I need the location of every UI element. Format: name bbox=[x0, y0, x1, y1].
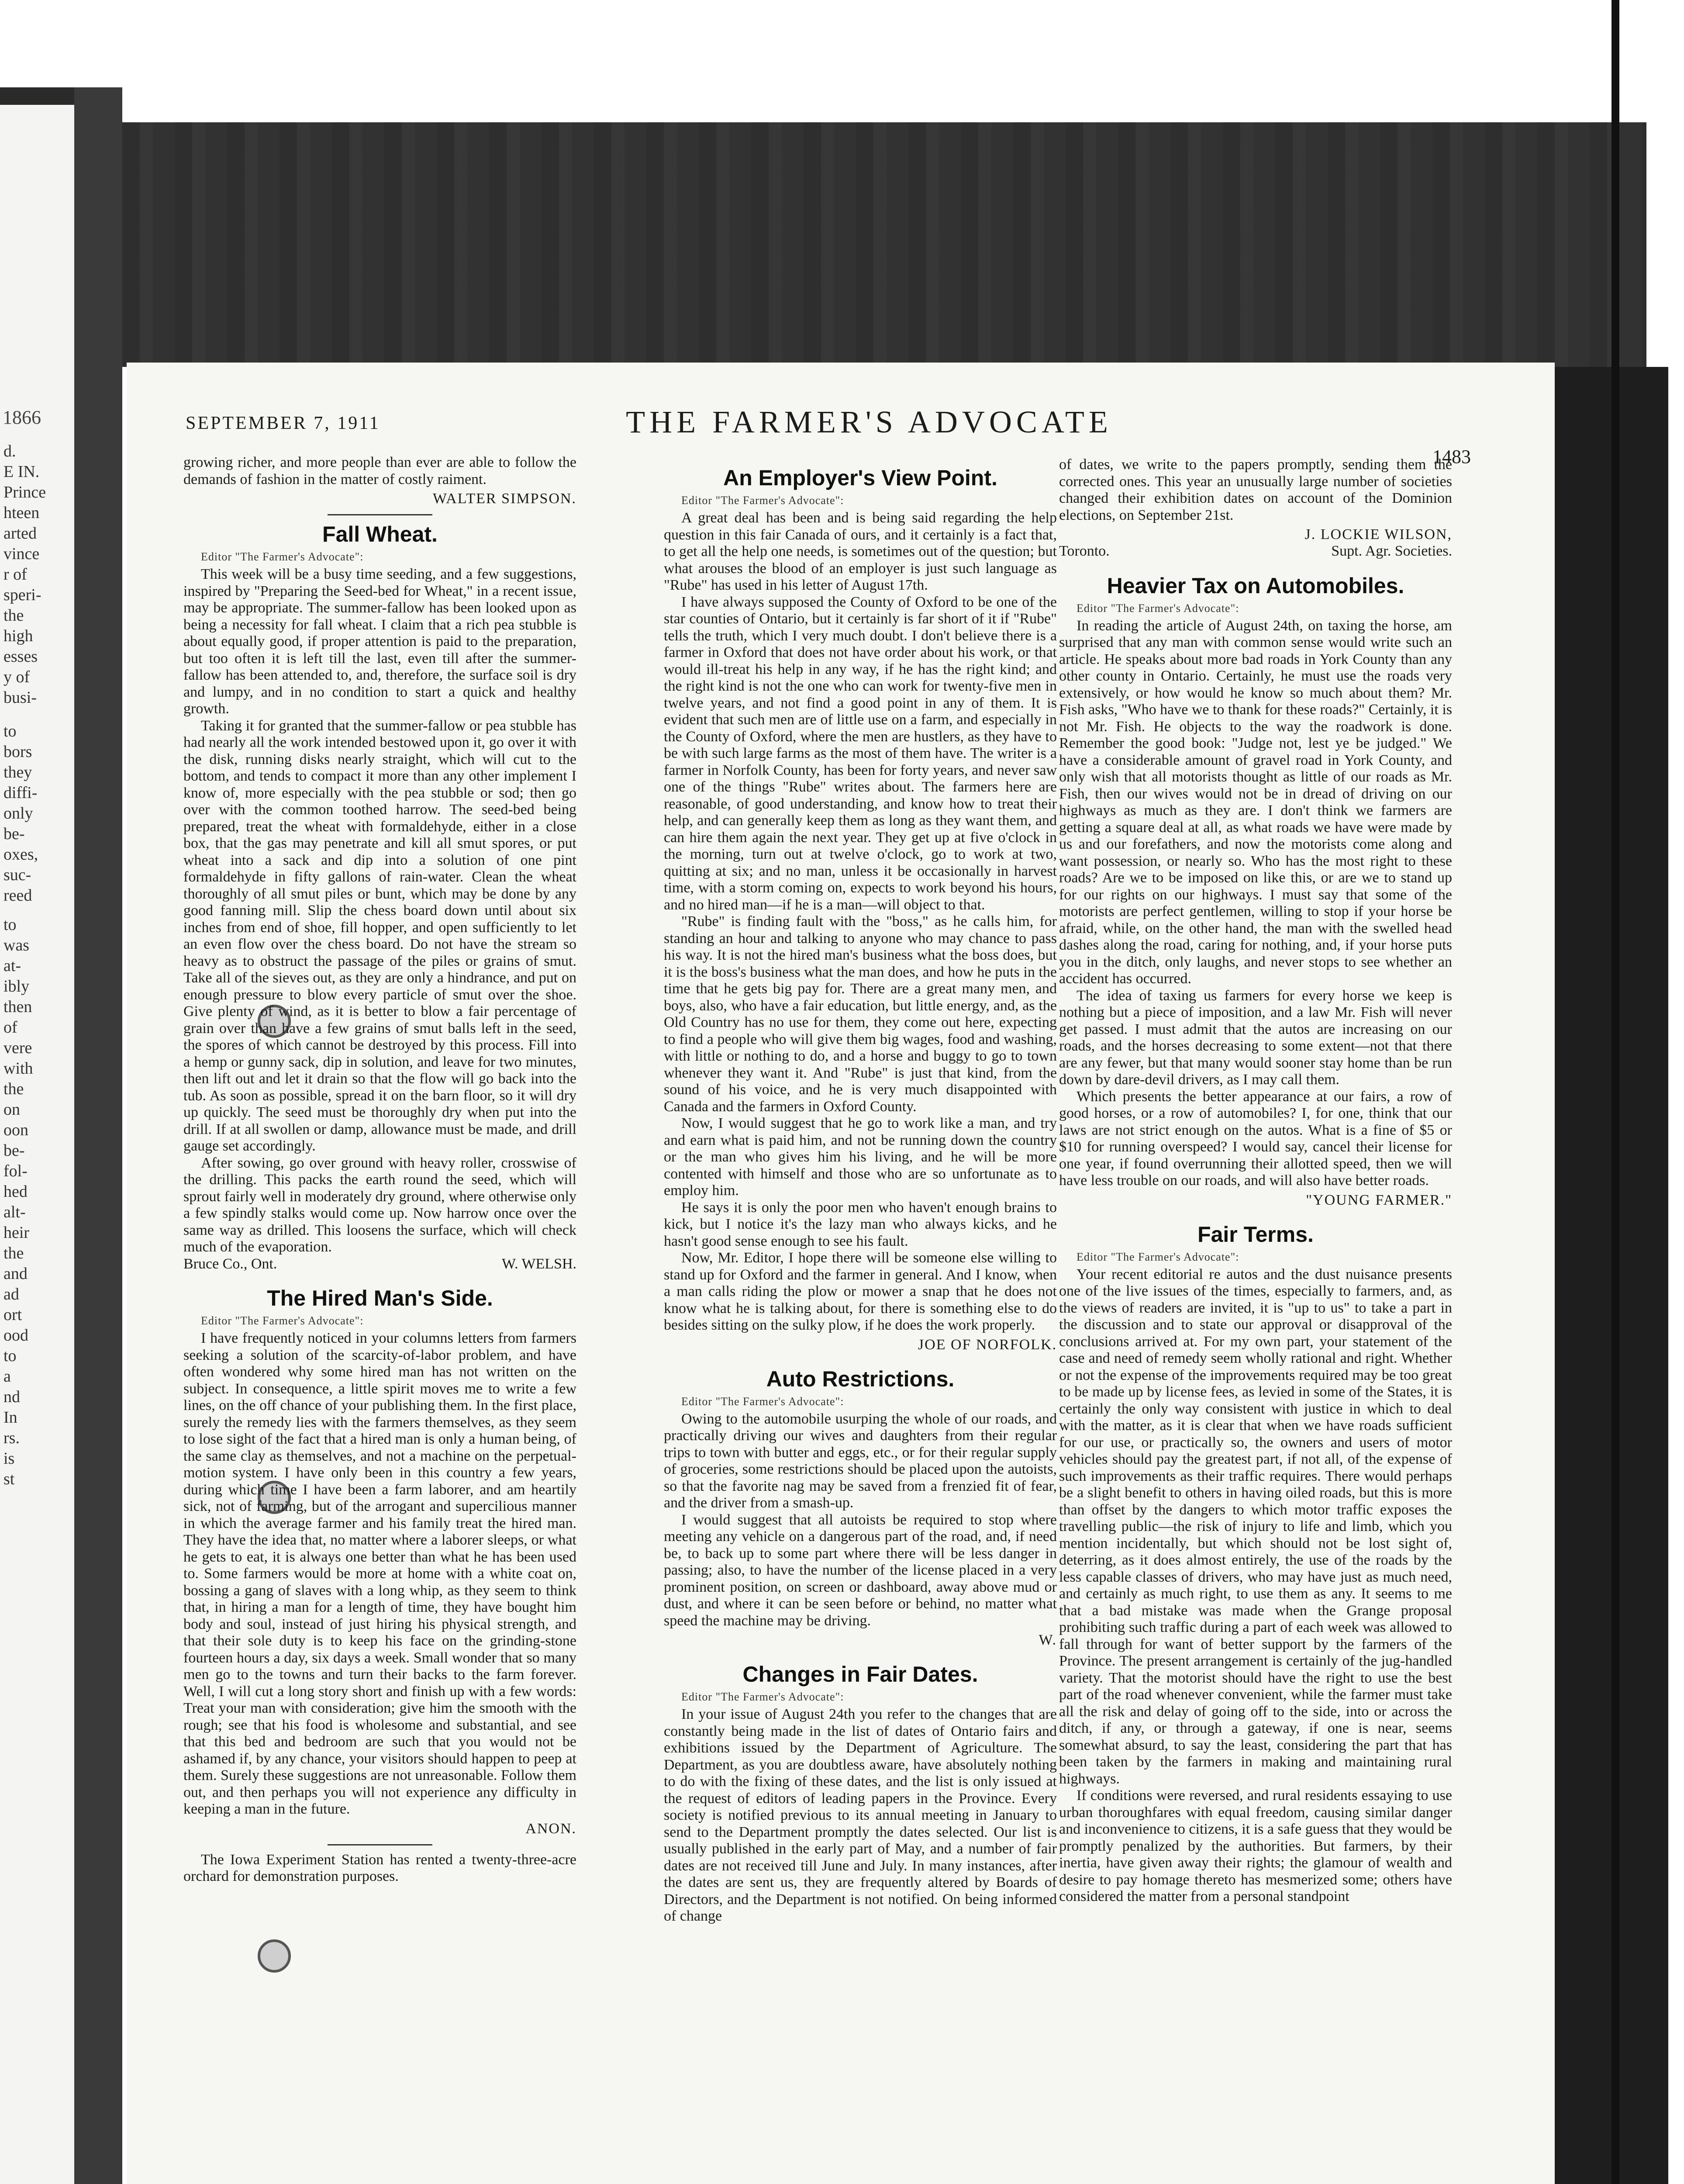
signature: J. LOCKIE WILSON, bbox=[1304, 526, 1452, 543]
previous-page-fragment-text: hteen bbox=[3, 504, 40, 522]
previous-page-fragment-text: speri- bbox=[3, 586, 41, 604]
previous-page-fragment-text: rs. bbox=[3, 1429, 20, 1447]
previous-page-fragment-text: alt- bbox=[3, 1203, 26, 1221]
newspaper-page bbox=[127, 363, 1555, 2184]
paragraph: Now, Mr. Editor, I hope there will be someone else willing to stand up for Oxford and the farmer in general. And I know, when a man calls riding the plow or mower a snap that he does not know what he is talking about, for there is something else to do besides sitting on the sulky plow, if he does the work properly. bbox=[664, 1250, 1057, 1333]
editor-salutation: Editor "The Farmer's Advocate": bbox=[201, 550, 364, 563]
previous-page-fragment-text: vince bbox=[3, 545, 40, 563]
paragraph: Which presents the better appearance at our fairs, a row of good horses, or a row of automobiles? I, for one, think that our laws are not strict enough on the autos. What is a fine of $5 or $10 for running overspeed? I would say, cancel their license for one year, if found overrunning their allotted speed, then we will have less trouble on our roads, and will also have better roads. bbox=[1059, 1088, 1452, 1189]
previous-page-fragment-text: Prince bbox=[3, 483, 46, 501]
article-headline: Fair Terms. bbox=[1197, 1222, 1314, 1247]
divider bbox=[328, 514, 432, 515]
article-headline: Changes in Fair Dates. bbox=[742, 1662, 978, 1686]
previous-page-fragment-text: oon bbox=[3, 1121, 28, 1139]
previous-page-fragment-text: high bbox=[3, 627, 33, 645]
previous-page-fragment-text: ort bbox=[3, 1306, 22, 1324]
previous-page-fragment-text: ibly bbox=[3, 977, 30, 995]
paragraph: Now, I would suggest that he go to work like a man, and try and earn what is paid him, and not be running down the country or the man who gives him his living, and he will be more contented with himself and those who are so unfortunate as to employ him. bbox=[664, 1115, 1057, 1199]
previous-page-fragment-text: they bbox=[3, 763, 32, 781]
previous-page-fragment-text: at- bbox=[3, 957, 21, 975]
previous-page-fragment-text: the bbox=[3, 1244, 24, 1262]
previous-page-fragment-text: on bbox=[3, 1100, 20, 1119]
editor-salutation: Editor "The Farmer's Advocate": bbox=[681, 494, 844, 507]
paragraph: In reading the article of August 24th, on taxing the horse, am surprised that any man with common sense would write such an article. He speaks about more bad roads in York County than any other county in Ontario. Certainly, he must use the roads very extensively, or how would he know so much about them? Mr. Fish asks, "Who have we to thank for these roads?" Certainly, it is not Mr. Fish. He objects to the way the roadwork is done. Remember the good book: "Judge not, lest ye be judged." We have a considerable amount of gravel road in York County, and only wish that all motorists thought as little of our roads as Mr. Fish, then our wives would not be in dread of driving on our highways as much as they are. I don't think we farmers are getting a square deal at all, as what roads we have were made by us and our forefathers, and now the motorists come along and want possession, or nearly so. Who has the most right to these roads? Are we to be imposed on like this, or are we to stand up for our rights on our highways. I must say that some of the motorists are perfect gentlemen, willing to stop if your horse be afraid, while, on the other hand, the man with the swelled head dashes along the road, caring for nothing, and, if your horse puts you in the ditch, only laughs, and never stops to see whether an accident has occurred. bbox=[1059, 617, 1452, 987]
divider bbox=[328, 1844, 432, 1845]
previous-page-fragment-text: oxes, bbox=[3, 845, 38, 864]
paragraph: I have always supposed the County of Oxford to be one of the star counties of Ontario, but it certainly is far short of it if "Rube" tells the truth, which I very much doubt. I don't believe there is a farmer in Oxford that does not have order about his work, or that would ill-treat his help in any way, if he has the right kind; and the right kind is not the one who can work for twenty-five men in twelve years, and not find a good point in any of them. It is evident that such men are of little use on a farm, and especially in the County of Oxford, where the men are hustlers, as they have to be with such large farms as the most of them have. The writer is a farmer in Norfolk County, has been for forty years, and never saw one of the things "Rube" writes about. The farmers here are reasonable, of good understanding, and know how to treat their help, and can generally keep them as long as they want them, and can hire them again the next year. They get up at five o'clock in the morning, turn out at twelve o'clock, go to work at two, quitting at six; and no man, unless it be occasionally in harvest time, with a storm coming on, expects to work beyond his hours, and no hired man—if he is a man—will object to that. bbox=[664, 594, 1057, 913]
signature-row bbox=[1059, 543, 1452, 560]
place: Toronto. bbox=[1059, 543, 1110, 559]
previous-page-fragment-text: hed bbox=[3, 1182, 28, 1201]
previous-page-fragment-text: to bbox=[3, 916, 17, 934]
signature: JOE OF NORFOLK. bbox=[918, 1336, 1057, 1353]
previous-page-fragment-text: busi- bbox=[3, 688, 37, 707]
page-header bbox=[127, 363, 1555, 467]
previous-page-fragment-text: to bbox=[3, 722, 17, 740]
paragraph: I would suggest that all autoists be required to stop where meeting any vehicle on a dangerous part of the road, and, if need be, to back up to some part where there will be less danger in passing; also, to have the number of the license placed in a very prominent position, on screen or dashboard, away above mud or dust, and where it can be seen before or behind, no matter what speed the machine may be driving. bbox=[664, 1511, 1057, 1629]
masthead-title: THE FARMER'S ADVOCATE bbox=[626, 404, 1112, 439]
binding-hole bbox=[258, 1939, 291, 1973]
previous-page-fragment-text: the bbox=[3, 1080, 24, 1098]
issue-date: SEPTEMBER 7, 1911 bbox=[186, 413, 380, 433]
paragraph: If conditions were reversed, and rural residents essaying to use urban thoroughfares with equal freedom, causing similar danger and inconvenience to citizens, it is a safe guess that they would be promptly penalized by the authorities. But farmers, by their inertia, have given away their rights; the glamour of wealth and desire to pay homage thereto has mesmerized some; others have considered the matter from a personal standpoint bbox=[1059, 1787, 1452, 1904]
signature: ANON. bbox=[525, 1820, 576, 1837]
previous-page-fragment-text: ood bbox=[3, 1326, 28, 1344]
book-spine bbox=[74, 87, 122, 2184]
column-2 bbox=[664, 465, 1057, 1925]
article-headline: Heavier Tax on Automobiles. bbox=[1107, 573, 1404, 598]
paragraph: After sowing, go over ground with heavy roller, crosswise of the drilling. This packs the earth round the seed, which will sprout fairly well in moderately dry ground, where otherwise only a few spindly stalks would come up. Now harrow once over the same way as drilled. This loosens the surface, which will check much of the evaporation. bbox=[183, 1154, 576, 1255]
signature: "YOUNG FARMER." bbox=[1306, 1192, 1452, 1208]
previous-page-fragment-text: suc- bbox=[3, 866, 31, 884]
previous-page-fragment-text: heir bbox=[3, 1223, 30, 1242]
previous-page-fragment-text: fol- bbox=[3, 1162, 28, 1180]
previous-page-fragment-text: st bbox=[3, 1470, 15, 1488]
previous-page-number: 1866 bbox=[3, 407, 41, 428]
previous-page-fragment-text: only bbox=[3, 804, 33, 822]
paragraph: Your recent editorial re autos and the dust nuisance presents one of the live issues of the times, especially to farmers, and, as the views of readers are invited, it is "up to us" to take a part in the discussion and to state our approval or disapproval of the conclusions arrived at. For my own part, your statement of the case and need of remedy seem wholly rational and right. Whether or not the expense of the improvements required may be too great to be made up by license fees, as levied in some of the States, it is certainly the only way consistent with justice in which to deal with the matter, as it is clear that when we have roads sufficient for our use, or practically so, the owners and users of motor vehicles should pay the greatest part, if not all, of the expense of such improvements as their traffic requires. There would perhaps be a slight benefit to others in having oiled roads, but this is more than offset by the dangers to which motor traffic exposes the travelling public—the risk of injury to life and limb, which you mention incidentally, but which should not be lost sight of, deterring, as it does almost entirely, the use of the roads by the less capable classes of drivers, who may have just as much need, and certainly as much right, to use them as any. It seems to me that a bad mistake was made when the Grange proposal prohibiting such traffic during a part of each week was allowed to fall through for want of better support by the farmers of the Province. The present arrangement is certainly of the jug-handled variety. That the motorist should have the right to use the best part of the road whenever convenient, while the farmer must take all the risk and delay of going off to the side, into or across the ditch, if any, or through a gateway, if one is near, seems somewhat absurd, to say the least, considering the part that has been taken by the farmers in making and maintaining rural highways. bbox=[1059, 1266, 1452, 1787]
previous-page-fragment-text: esses bbox=[3, 647, 38, 666]
place: Bruce Co., Ont. bbox=[183, 1255, 277, 1272]
previous-page-fragment-text: ad bbox=[3, 1285, 19, 1303]
previous-page-fragment-text: with bbox=[3, 1059, 33, 1078]
previous-page-fragment-text: y of bbox=[3, 668, 30, 686]
previous-page-fragment-text: bors bbox=[3, 743, 32, 761]
editor-salutation: Editor "The Farmer's Advocate": bbox=[1077, 1250, 1239, 1263]
editor-salutation: Editor "The Farmer's Advocate": bbox=[201, 1314, 364, 1327]
signature: WALTER SIMPSON. bbox=[432, 491, 576, 507]
previous-page-fragment-text: diffi- bbox=[3, 784, 38, 802]
previous-page-fragment-text: arted bbox=[3, 524, 37, 543]
paragraph: In your issue of August 24th you refer to the changes that are constantly being made in the list of dates of Ontario fairs and exhibitions issued by the Department of Agriculture. The Department, as you are doubtless aware, have absolutely nothing to do with the fixing of these dates, and the list is only issued at the request of editors of leading papers in the Province. Every society is notified previous to its annual meeting in January to send to the Department promptly the dates selected. Our list is usually published in the early part of May, and a number of fair dates are not received till June and July. In many instances, after the dates are sent us, they are frequently altered by Boards of Directors, and the Department is not notified. On being informed of change bbox=[664, 1706, 1057, 1924]
previous-page-fragment-text: to bbox=[3, 1347, 17, 1365]
previous-page-fragment-text: In bbox=[3, 1408, 17, 1427]
article-headline: The Hired Man's Side. bbox=[267, 1286, 493, 1310]
previous-page-fragment-text: r of bbox=[3, 565, 27, 584]
previous-page-fragment-text: vere bbox=[3, 1039, 32, 1057]
column-1 bbox=[183, 454, 576, 1885]
paragraph: Owing to the automobile usurping the whole of our roads, and practically driving our wives and daughters from their regular trips to town with butter and eggs, etc., or for their regular supply of groceries, some restrictions should be placed upon the autoists, so that the favorite nag may be saved from a frenzied fit of fear, and the driver from a smash-up. bbox=[664, 1410, 1057, 1511]
page-number: 1483 bbox=[1432, 446, 1471, 467]
paragraph: A great deal has been and is being said regarding the help question in this fair Canada of ours, and it certainly is a fact that, to get all the help one needs, is sometimes out of the question; but what arouses the blood of an employer is just such language as "Rube" has used in his letter of August 17th. bbox=[664, 510, 1057, 593]
article-headline: An Employer's View Point. bbox=[723, 466, 997, 490]
article-continuation: growing richer, and more people than ever are able to follow the demands of fashion in the matter of costly raiment. bbox=[183, 454, 576, 487]
news-item: The Iowa Experiment Station has rented a twenty-three-acre orchard for demonstration purposes. bbox=[183, 1851, 576, 1884]
paragraph: "Rube" is finding fault with the "boss," as he calls him, for standing an hour and talking to anyone who may chance to pass his way. It is not the hired man's business what the boss does, but it is the boss's business what the man does, and how he puts in the time that he gets big pay for. There are a great many men, and boys, also, who have a fair education, but little energy, and, as the Old Country has no use for them, they come out here, expecting to find a people who will give them big wages, food and washing, with little or nothing to do, and a horse and buggy to go to town whenever they want it. And "Rube" is just that kind, from the sound of his voice, and he is very much disappointed with Canada and the farmers in Oxford County. bbox=[664, 913, 1057, 1115]
previous-page-fragment-text: was bbox=[3, 936, 30, 954]
previous-page-fragment-text: E IN. bbox=[3, 463, 40, 481]
previous-page-fragment-text: and bbox=[3, 1265, 28, 1283]
column-3 bbox=[1059, 456, 1452, 1905]
editor-salutation: Editor "The Farmer's Advocate": bbox=[681, 1690, 844, 1703]
previous-page-fragment-text: of bbox=[3, 1018, 17, 1037]
article-continuation: of dates, we write to the papers promptly, sending them the corrected ones. This year an unusually large number of societies changed their exhibition dates on account of the Dominion elections, on September 21st. bbox=[1059, 456, 1452, 523]
previous-page-fragment-text: nd bbox=[3, 1388, 20, 1406]
paragraph: Taking it for granted that the summer-fallow or pea stubble has had nearly all the work intended bestowed upon it, go over it with the disk, running disks nearly straight, which will cut to the bottom, and tends to compact it more than any other implement I know of, more especially with the pea stubble or sod; then go over with the common toothed harrow. The seed-bed being prepared, treat the wheat with formaldehyde, either in a close box, that the gas may penetrate and kill all smut spores, or put wheat into a sack and dip into a solution of one pint formaldehyde in fifty gallons of rain-water. Clean the wheat thoroughly of all smut piles or bunt, which may be done by any good fanning mill. Slip the chess board down until about six inches from end of shoe, fill hopper, and open sufficiently to let an even flow over the chess board. Do not have the stream so heavy as to obstruct the passage of the piles or grains of smut. Take all of the sieves out, as they are only a hindrance, and put on enough pressure to blow every particle of smut over the shoe. Give plenty of wind, as it is better to blow a fair percentage of grain over than have a few grains of smut balls left in the seed, the spores of which cannot be destroyed by this process. Fill into a hemp or gunny sack, dip in solution, and leave for two minutes, then lift out and let it drain so that the flow will go back into the tub. As soon as possible, spread it on the barn floor, so it will dry up quickly. The seed must be thoroughly dry when put into the drill. If at all swollen or damp, allowance must be made, and drill gauge set accordingly. bbox=[183, 717, 576, 1154]
previous-page-fragment-text: the bbox=[3, 606, 24, 625]
film-reel-line bbox=[1612, 0, 1619, 2184]
paragraph: I have frequently noticed in your columns letters from farmers seeking a solution of the scarcity-of-labor problem, and have often wondered why some hired man has not written on the subject. In consequence, a little spirit moves me to write a few lines, on the off chance of your publishing them. In the first place, surely the remedy lies with the farmers themselves, as they seem to lose sight of the fact that a hired man is only a human being, of the same clay as themselves, and not a machine on the perpetual-motion system. I have only been in this country a few years, during which time I have been a farm laborer, and am heartily sick, not of farming, but of the arrogant and supercilious manner in which the average farmer and his family treat the hired man. They have the idea that, no matter where a laborer sleeps, or what he gets to eat, it is always one better than what he has been used to. Some farmers would be more at home with a white coat on, bossing a gang of slaves with a long whip, as they seem to think that, in hiring a man for a length of time, they have bought him body and soul, instead of just hiring his physical strength, and that their sole duty is to keep his face on the grinding-stone fourteen hours a day, six days a week. Small wonder that so many men go to the towns and turn their backs to the farm forever. Well, I will cut a long story short and finish up with a few words: Treat your man with consideration; give him the smooth with the rough; see that his food is wholesome and substantial, and see that this bed and bedroom are such that you would not be ashamed if, by any chance, your visitors should happen to peep at them. Surely these suggestions are not unreasonable. Follow them out, and then perhaps you will not experience any difficulty in keeping a man in the future. bbox=[183, 1330, 576, 1817]
editor-salutation: Editor "The Farmer's Advocate": bbox=[681, 1395, 844, 1408]
film-top-margin bbox=[122, 122, 1646, 367]
article-headline: Fall Wheat. bbox=[322, 522, 438, 546]
previous-page-fragment-text: a bbox=[3, 1367, 11, 1386]
editor-salutation: Editor "The Farmer's Advocate": bbox=[1077, 601, 1239, 615]
paragraph: He says it is only the poor men who haven't enough brains to kick, but I notice it's the lazy man who always kicks, and he hasn't good sense enough to see his fault. bbox=[664, 1199, 1057, 1249]
signature: W. bbox=[1039, 1632, 1057, 1648]
signature: W. WELSH. bbox=[502, 1255, 576, 1272]
previous-page-fragment-text: reed bbox=[3, 886, 32, 905]
signature-title: Supt. Agr. Societies. bbox=[1331, 543, 1452, 559]
paragraph: This week will be a busy time seeding, and a few suggestions, inspired by "Preparing the Seed-bed for Wheat," in a recent issue, may be appropriate. The summer-fallow has been looked upon as being a necessity for fall wheat. I claim that a rich pea stubble is about equally good, if proper attention is paid to the preparation, but too often it is left till the last, even till after the summer-fallow has been attended to, and, therefore, the surface soil is dry and lumpy, and in no condition to start a quick and healthy growth. bbox=[183, 566, 576, 717]
previous-page-fragment-text: is bbox=[3, 1449, 15, 1468]
previous-page-fragment bbox=[0, 105, 74, 2184]
previous-page-fragment-text: then bbox=[3, 998, 32, 1016]
previous-page-fragment-text: be- bbox=[3, 1141, 25, 1160]
previous-page-fragment-text: be- bbox=[3, 825, 25, 843]
paragraph: The idea of taxing us farmers for every horse we keep is nothing but a piece of imposition, and a law Mr. Fish will never get passed. I must admit that the autos are increasing on our roads, and the horses decreasing to some extent—not that there are any fewer, but that many would sooner stay home than be run down by dare-devil drivers, as I may call them. bbox=[1059, 987, 1452, 1088]
previous-page-fragment-text: d. bbox=[3, 442, 16, 460]
article-headline: Auto Restrictions. bbox=[766, 1366, 955, 1391]
signature-row bbox=[183, 1256, 576, 1273]
